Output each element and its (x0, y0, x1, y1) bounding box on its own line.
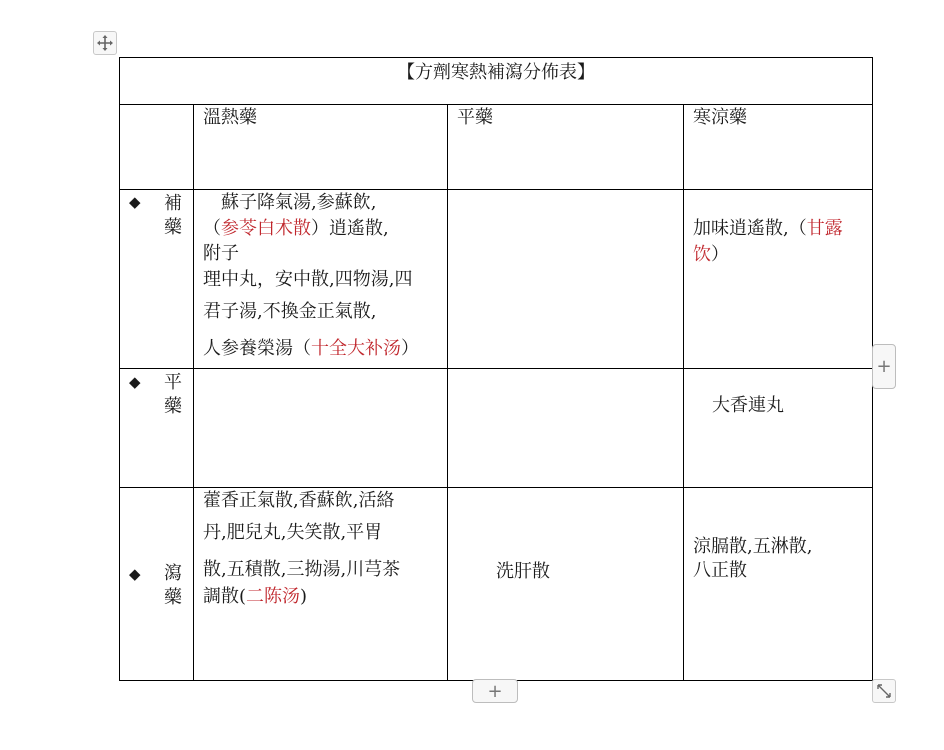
cell-ping-warm[interactable] (194, 369, 448, 488)
cell-text: 散,五積散,三拗湯,川芎茶 (203, 559, 401, 580)
cell-text: 洗肝散 (496, 561, 550, 582)
cell-text-block (684, 190, 872, 268)
prescription-table (119, 57, 873, 681)
move-arrows-icon (96, 34, 114, 52)
table-move-handle[interactable] (93, 31, 117, 55)
resize-diagonal-icon (876, 683, 892, 699)
table-title: 【方劑寒熱補瀉分佈表】 (397, 62, 595, 83)
cell-text: 大香連丸 (712, 395, 784, 416)
cell-bu-cold[interactable] (684, 190, 873, 369)
cell-text: 理中丸，安中散,四物湯,四 (203, 269, 413, 290)
cell-text: 蘇子降氣湯,参蘇飲, (221, 192, 377, 213)
text-part: 調散( (203, 586, 247, 607)
corner-cell[interactable] (120, 105, 194, 190)
cell-text: 藿香正氣散,香蘇飲,活絡 (203, 490, 395, 511)
cell-xie-neutral[interactable] (448, 488, 684, 681)
cell-text-line (203, 330, 443, 368)
red-text: 十全大补汤 (311, 338, 401, 359)
row-label-xie-cell[interactable] (120, 488, 194, 681)
add-column-button[interactable] (872, 344, 896, 389)
diamond-bullet-icon: ◆ (129, 373, 141, 391)
row-label-xie: 瀉藥 (164, 563, 182, 608)
red-text: 二陈汤 (246, 586, 301, 607)
header-warm-cell[interactable] (194, 105, 448, 190)
cell-text-line (203, 216, 443, 242)
text-part: 加味逍遙散,（ (693, 218, 807, 239)
text-part: ）逍遙散, (311, 218, 389, 239)
cell-ping-cold[interactable] (684, 369, 873, 488)
cell-xie-warm[interactable] (194, 488, 448, 681)
row-label-ping: 平藥 (164, 372, 182, 417)
text-part: ) (300, 586, 308, 607)
header-cold-cell[interactable] (684, 105, 873, 190)
cell-xie-cold[interactable] (684, 488, 873, 681)
table-title-cell[interactable] (120, 58, 873, 105)
cell-text: 八正散 (693, 560, 747, 581)
header-neutral: 平藥 (457, 107, 493, 128)
red-text: 参苓白术散 (221, 218, 311, 239)
cell-text: 涼膈散,五淋散, (693, 536, 813, 557)
cell-text: 丹,肥兒丸,失笑散,平胃 (203, 522, 383, 543)
row-label-bu-cell[interactable] (120, 190, 194, 369)
header-cold: 寒涼藥 (693, 107, 747, 128)
cell-bu-warm[interactable] (194, 190, 448, 369)
header-neutral-cell[interactable] (448, 105, 684, 190)
text-part: ） (401, 338, 419, 359)
cell-text: 附子 (203, 243, 239, 264)
cell-bu-neutral[interactable] (448, 190, 684, 369)
red-text: 甘露饮 (693, 218, 843, 265)
cell-text-line (203, 588, 443, 606)
plus-icon: + (487, 680, 503, 702)
text-part: （ (203, 218, 221, 239)
text-part: ） (711, 244, 729, 265)
table-resize-handle[interactable] (872, 679, 896, 703)
row-label-bu: 補藥 (164, 193, 182, 238)
cell-ping-neutral[interactable] (448, 369, 684, 488)
text-part: 人参養榮湯（ (203, 338, 311, 359)
row-label-ping-cell[interactable] (120, 369, 194, 488)
diamond-bullet-icon: ◆ (129, 565, 141, 583)
diamond-bullet-icon: ◆ (129, 193, 141, 211)
cell-text: 君子湯,不換金正氣散, (203, 301, 377, 322)
add-row-button[interactable] (472, 679, 518, 703)
plus-icon: + (876, 356, 892, 377)
header-warm: 溫熱藥 (203, 107, 257, 128)
